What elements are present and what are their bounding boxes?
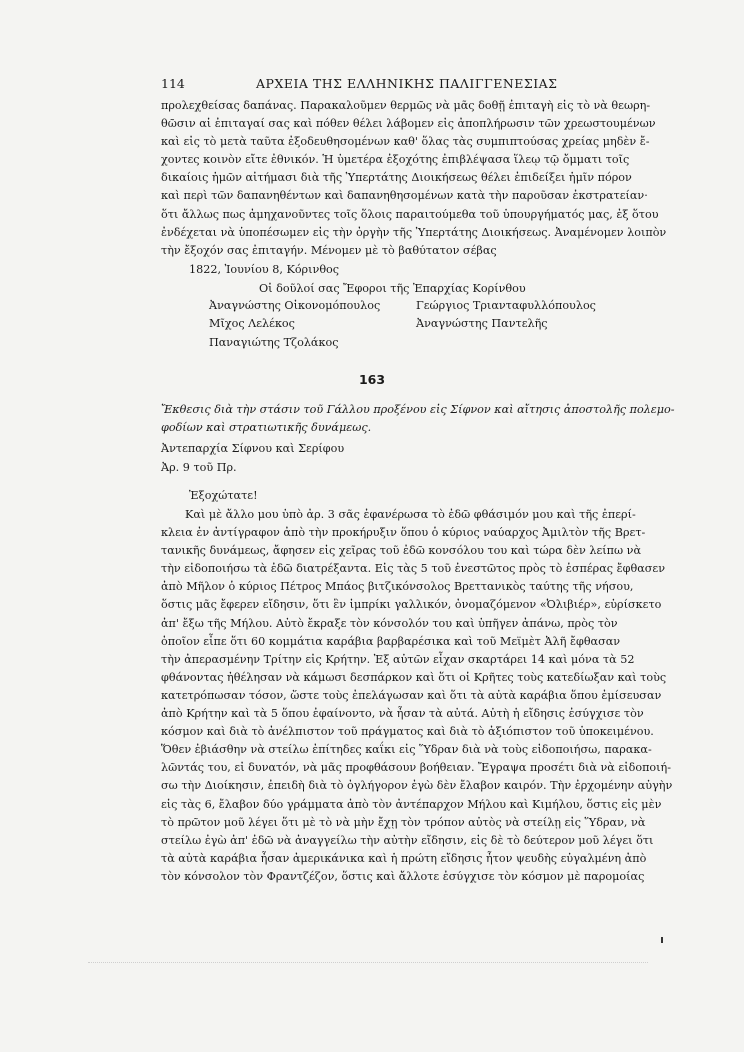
- text-line: ἐνδέχεται νὰ ὑποπέσωμεν εἰς τὴν ὀργὴν τῆς Ὑπερτάτης Διοικήσεως. Ἀναμένομεν λοιπὸν: [161, 225, 667, 239]
- title-line: Ἔκθεσις διὰ τὴν στάσιν τοῦ Γάλλου προξένου εἰς Σίφνον καὶ αἴτησις ἀποστολῆς πολεμο-: [161, 403, 675, 416]
- text-line: ἀπ' ἔξω τῆς Μήλου. Αὐτὸ ἔκραξε τὸν κόνσολόν του καὶ ὑπῆγεν ἀπάνω, πρὸς τὸν: [161, 616, 618, 630]
- text-line: κλεια ἐν ἀντίγραφον ἀπὸ τὴν προκήρυξιν ὅπου ὁ κύριος ναύαρχος Ἀμιλτὸν τῆς Βρετ-: [161, 526, 646, 540]
- signatory-right-1: Γεώργιος Τριανταφυλλόπουλος: [416, 299, 596, 312]
- text-line: τὸν κόνσολον τὸν Φραντζέζον, ὅστις καὶ ἄλλοτε ἐσύγχισε τὸν κόσμον μὲ παρομοίας: [161, 869, 645, 883]
- text-line: λῶντάς του, εἰ δυνατόν, νὰ μᾶς προφθάσουν βοήθειαν. Ἔγραψα προσέτι διὰ νὰ εἰδοποιή-: [161, 761, 672, 775]
- signoff-line: Οἱ δοῦλοί σας Ἔφοροι τῆς Ἐπαρχίας Κορίνθου: [259, 282, 526, 295]
- date-line: 1822, Ἰουνίου 8, Κόρινθος: [189, 263, 340, 276]
- salutation: Ἐξοχώτατε!: [189, 489, 258, 502]
- address-line-1: Ἀντεπαρχία Σίφνου καὶ Σερίφου: [161, 442, 345, 455]
- text-line: προλεχθείσας δαπάνας. Παρακαλοῦμεν θερμῶς νὰ μᾶς δοθῇ ἐπιταγὴ εἰς τὸ νὰ θεωρη-: [161, 99, 651, 112]
- title-line: φοδίων καὶ στρατιωτικῆς δυνάμεως.: [161, 421, 372, 435]
- text-line: θῶσιν αἱ ἐπιταγαί σας καὶ πόθεν θέλει λάβομεν εἰς ἀποπλήρωσιν τῶν χρεωστουμένων: [161, 117, 656, 131]
- text-line: τὰ αὐτὰ καράβια ἦσαν ἀμερικάνικα καὶ ἡ πρώτη εἴδησις ἦτον ψευδὴς εὐγαλμένη ἀπὸ: [161, 851, 647, 865]
- document-number: 163: [358, 372, 386, 387]
- text-line: στείλω ἐγὼ ἀπ' ἐδῶ νὰ ἀναγγείλω τὴν αὐτὴν εἴδησιν, εἰς δὲ τὸ δεύτερον μοῦ λέγει ὅτι: [161, 833, 654, 847]
- text-line: κατετρόπωσαν τόσον, ὥστε τοὺς ἐπελάγωσαν καὶ ὅτι τὰ αὐτὰ καράβια ὅπου ἐμίσευσαν: [161, 688, 662, 702]
- text-line: φθάνοντας ἠθέλησαν νὰ κάμωσι δεσπάρκον καὶ ὅτι οἱ Κρῆτες τοὺς κατεδίωξαν καὶ τοὺς: [161, 670, 667, 684]
- text-line: ὁποῖον εἶπε ὅτι 60 κομμάτια καράβια βαρβαρέσικα καὶ τοῦ Μεϊμὲτ Ἀλῆ ἔφθασαν: [161, 634, 621, 648]
- text-line: ὅτι ἄλλως πως ἀμηχανοῦντες τοῖς ὅλοις παραιτούμεθα τοῦ ὑπουργήματός μας, ἐξ ὅτου: [161, 207, 659, 221]
- signatory-left-2: Μῖχος Λελέκος: [209, 317, 295, 330]
- body-paragraph: [161, 506, 673, 886]
- running-title: ΑΡΧΕΙΑ ΤΗΣ ΕΛΛΗΝΙΚΗΣ ΠΑΛΙΓΓΕΝΕΣΙΑΣ: [256, 76, 558, 91]
- scan-noise-line: [88, 962, 648, 964]
- top-paragraph: [161, 97, 667, 260]
- text-line: τὴν ἔξοχόν σας ἐπιταγήν. Μένομεν μὲ τὸ βαθύτατον σέβας: [161, 243, 497, 257]
- text-line: τὴν εἰδοποιήσω τὰ ἐδῶ διατρέξαντα. Εἰς τὰς 5 τοῦ ἐνεστῶτος πρὸς τὸ ἑσπέρας ἔφθασεν: [161, 562, 665, 576]
- text-line: τὴν ἀπερασμένην Τρίτην εἰς Κρήτην. Ἐξ αὐτῶν εἶχαν σκαρτάρει 14 καὶ μόνα τὰ 52: [161, 652, 635, 666]
- text-line: τὸ πρῶτον μοῦ λέγει ὅτι μὲ τὸ νὰ μὴν ἔχῃ τὸν τρόπον αὐτὸς νὰ στείλῃ εἰς Ὕδραν, νὰ: [161, 815, 646, 829]
- text-line: δικαίοις ἡμῶν αἰτήμασι διὰ τῆς Ὑπερτάτης Διοικήσεως θέλει ἐπιδείξει ἡμῖν πόρον: [161, 171, 632, 185]
- text-line: ἀπὸ Μῆλον ὁ κύριος Πέτρος Μπάος βιτζικόνσολος Βρεττανικὸς ταύτης τῆς νήσου,: [161, 580, 634, 594]
- address-line-2: Ἀρ. 9 τοῦ Πρ.: [161, 461, 237, 474]
- signatory-right-2: Ἀναγνώστης Παντελῆς: [416, 317, 548, 330]
- text-line: τανικῆς δυνάμεως, ἄφησεν εἰς χεῖρας τοῦ ἐδῶ κονσόλου του καὶ τώρα δὲν λείπω νὰ: [161, 544, 642, 558]
- text-line: εἰς τὰς 6, ἔλαβον δύο γράμματα ἀπὸ τὸν ἀντέπαρχον Μήλου καὶ Κιμήλου, ὅστις εἰς μὲν: [161, 797, 662, 811]
- text-line: σω τὴν Διοίκησιν, ἐπειδὴ διὰ τὸ ὀγλήγορον ἐγὼ δὲν ἔλαβον καιρόν. Τὴν ἐρχομένην αὐγὴν: [161, 779, 673, 793]
- text-line: κόσμον καὶ διὰ τὸ ἀνέλπιστον τοῦ πράγματος καὶ διὰ τὸ ἀξιόπιστον τοῦ ὑποκειμένου.: [161, 725, 654, 739]
- text-line: ὅστις μᾶς ἔφερεν εἴδησιν, ὅτι ἓν ἰμπρίκι γαλλικόν, ὀνομαζόμενον «Ὀλιβιέρ», εὑρίσκετο: [161, 598, 662, 612]
- text-line: χοντες κοινὸν εἴτε ἐθνικόν. Ἡ ὑμετέρα ἐξοχότης ἐπιβλέψασα ἵλεῳ τῷ ὄμματι τοῖς: [161, 153, 630, 167]
- text-line: καὶ περὶ τῶν δαπανηθέντων καὶ δαπανηθησομένων κατὰ τὴν παροῦσαν ἐκστρατείαν·: [161, 189, 648, 203]
- document-title: [161, 401, 675, 437]
- text-line: καὶ εἰς τὸ μετὰ ταῦτα ἐξοδευθησομένων καθ' ὅλας τὰς συμπιπτούσας χρείας μηδὲν ἔ-: [161, 135, 650, 149]
- text-line: Καὶ μὲ ἄλλο μου ὑπὸ ἀρ. 3 σᾶς ἐφανέρωσα τὸ ἐδῶ φθάσιμόν μου καὶ τῆς ἐπερί-: [185, 508, 636, 521]
- signatory-left-1: Ἀναγνώστης Οἰκονομόπουλος: [209, 299, 381, 312]
- signatory-left-3: Παναγιώτης Τζολάκος: [209, 336, 339, 349]
- text-line: Ὅθεν ἐβιάσθην νὰ στείλω ἐπίτηδες καΐκι εἰς Ὕδραν διὰ νὰ τοὺς εἰδοποιήσω, παρακα-: [161, 743, 652, 757]
- page-number: 114: [161, 76, 185, 91]
- scan-speck: [661, 937, 663, 943]
- text-line: ἀπὸ Κρήτην καὶ τὰ 5 ὅπου ἐφαίνοντο, νὰ ἦσαν τὰ αὐτά. Αὐτὴ ἡ εἴδησις ἐσύγχισε τὸν: [161, 707, 644, 721]
